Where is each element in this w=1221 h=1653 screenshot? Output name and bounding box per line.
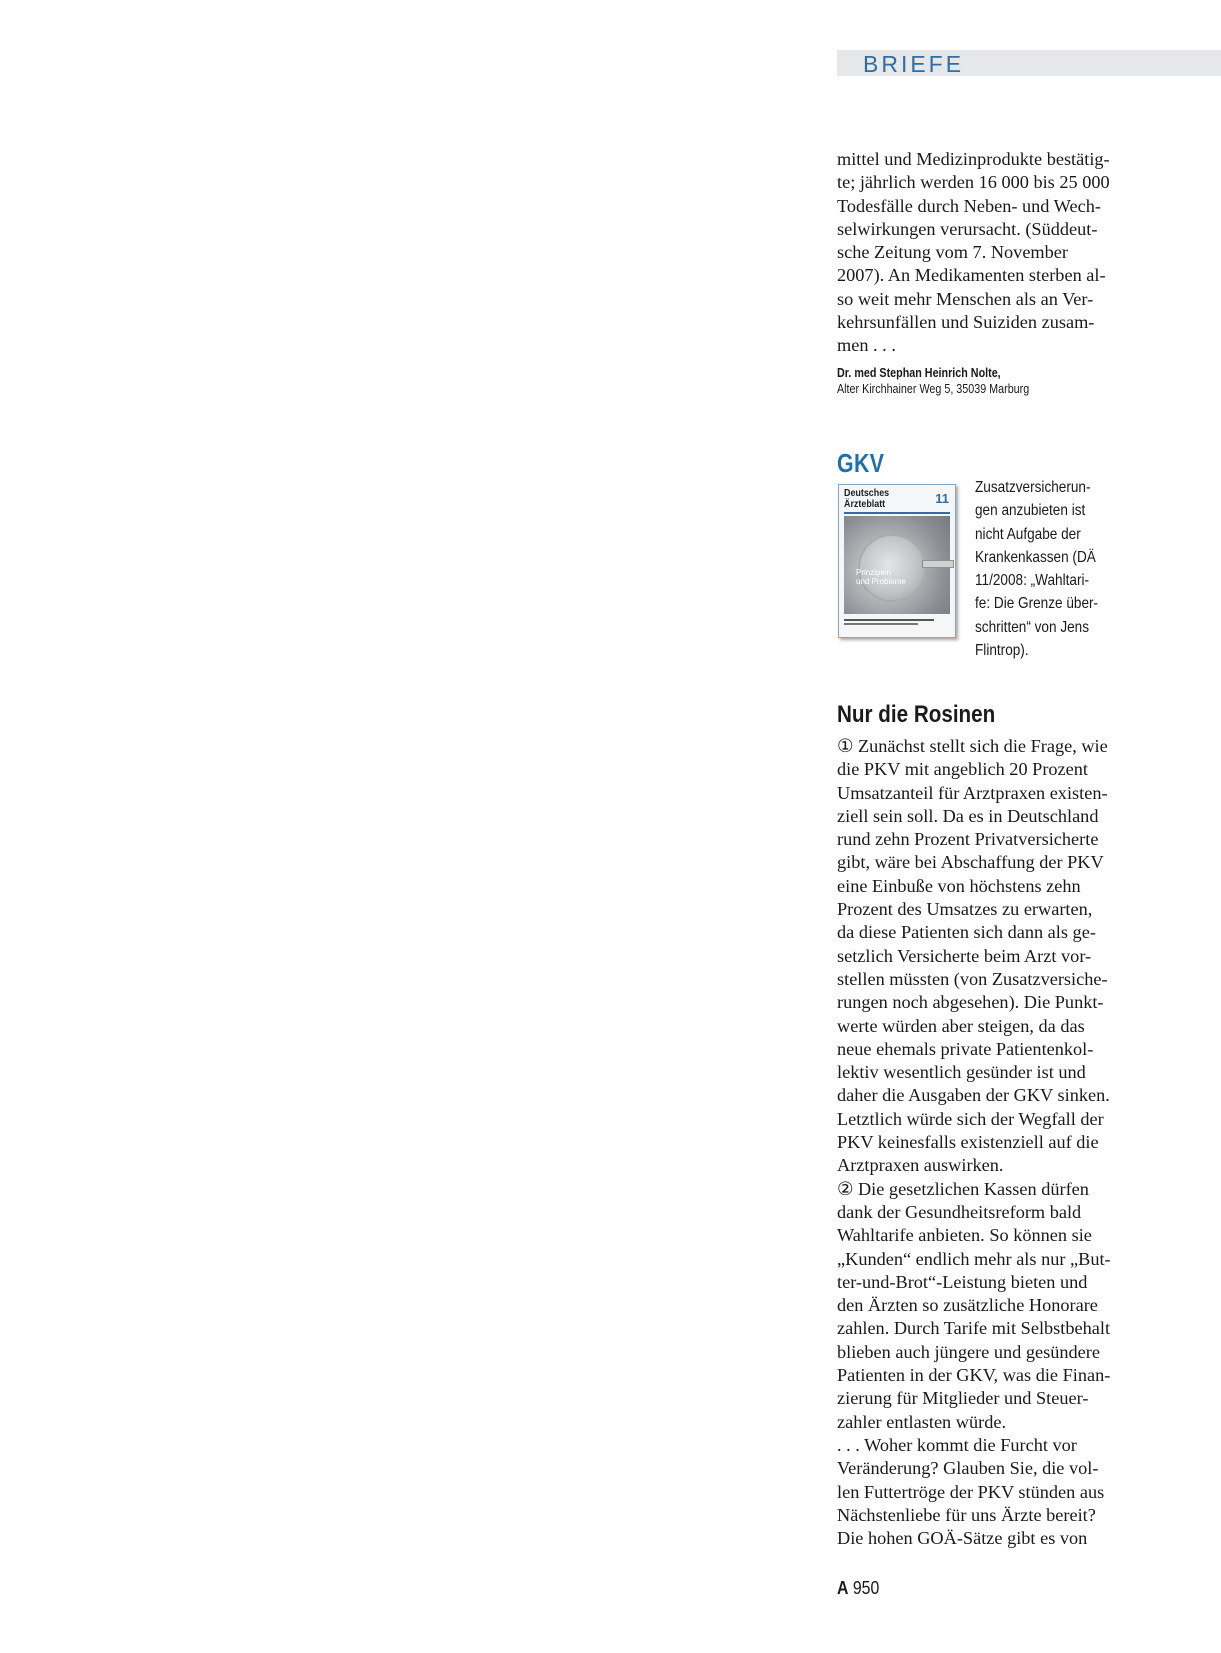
section-title: BRIEFE [863,51,965,77]
letter-1-author: Dr. med Stephan Heinrich Nolte, [837,365,1001,380]
cover-rule [844,512,950,514]
cover-footer-line [844,619,934,621]
cover-headline: Prinzipien und Probleme [856,568,906,586]
letter-2 [837,735,1127,1550]
letter-2-title: Nur die Rosinen [837,701,996,728]
section-header-bar [837,50,1221,76]
cover-footer [844,616,950,625]
cover-masthead: Deutsches Ärzteblatt [844,487,890,510]
page-number: 950 [852,1578,880,1598]
cover-image [844,516,950,614]
gkv-section-label: GKV [837,448,885,478]
cover-pipette-image [922,560,954,568]
page-folio [837,1578,879,1599]
cover-issue-number: 11 [935,491,949,506]
letter-1-body: mittel und Medizinprodukte bestätig- te; jährlich werden 16 000 bis 25 000 Todesfälle durch Neben- und Wech- selwirkungen verursacht. (Süddeut- sche Zeitung vom 7. November 2007). An Medikamenten sterben al- so weit mehr Menschen als an Ver- kehrsunfällen und Suiziden zusam- men . . . [837,149,1110,356]
letter-1-address: Alter Kirchhainer Weg 5, 35039 Marburg [837,381,1030,396]
folio-letter: A [837,1578,849,1598]
letter-2-body: ① Zunächst stellt sich die Frage, wie die PKV mit angeblich 20 Prozent Umsatzanteil für Arztpraxen existen- ziell sein soll. Da es in Deutschland rund zehn Prozent Privatversicherte gibt, wäre bei Abschaffung der PKV eine Einbuße von höchstens zehn Prozent des Umsatzes zu erwarten, da diese Patienten sich dann als ge- setzlich Versicherte beim Arzt vor- stellen müssten (von Zusatzversiche- rungen noch abgesehen). Die Punkt- werte würden aber steigen, da das neue ehemals private Patientenkol- lektiv wesentlich gesünder ist und daher die Ausgaben der GKV sinken. Letztlich würde sich der Wegfall der PKV keinesfalls existenziell auf die Arztpraxen auswirken. ② Die gesetzlichen Kassen dürfen dank der Gesundheitsreform bald Wahltarife anbieten. So können sie „Kunden“ endlich mehr als nur „But- ter-und-Brot“-Leistung bieten und den Ärzten so zusätzliche Honorare zahlen. Durch Tarife mit Selbstbehalt blieben auch jüngere und gesündere Patienten in der GKV, was die Finan- zierung für Mitglieder und Steuer- zahler entlasten würde. . . . Woher kommt die Furcht vor Veränderung? Glauben Sie, die vol- len Futtertröge der PKV stünden aus Nächstenliebe für uns Ärzte bereit? Die hohen GOÄ-Sätze gibt es von [837,736,1111,1549]
magazine-cover-thumbnail [838,484,956,638]
letter-1 [837,148,1127,397]
cover-footer-line [844,623,918,625]
gkv-teaser-text: Zusatzversicherun- gen anzubieten ist nicht Aufgabe der Krankenkassen (DÄ 11/2008: „Wahltari- fe: Die Grenze über- schritten“ von Jens Flintrop). [975,479,1099,660]
